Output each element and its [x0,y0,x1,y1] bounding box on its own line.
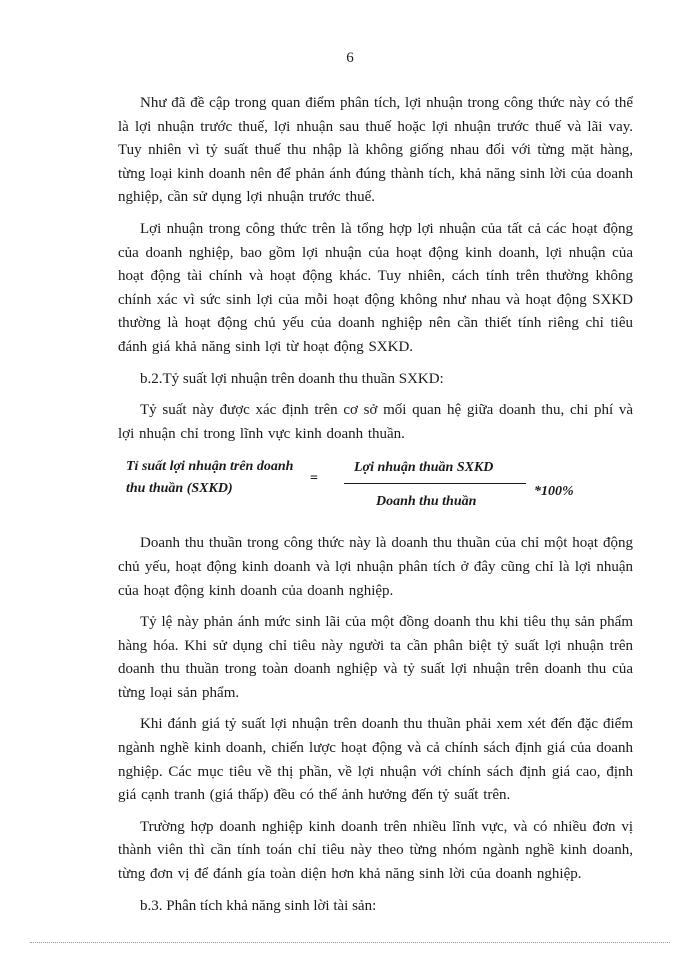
formula-numerator: Lợi nhuận thuần SXKD [354,460,494,476]
formula-fraction-bar [344,483,526,484]
paragraph-b2-intro: Tỷ suất này được xác định trên cơ sở mối quan hệ giữa doanh thu, chi phí và lợi nhuận chỉ trong lĩnh vực kinh doanh thuần. [118,402,633,442]
paragraph-ratio-meaning: Tỷ lệ này phản ánh mức sinh lãi của một đồng doanh thu khi tiêu thụ sản phẩm hàng hóa. Khi sử dụng chỉ tiêu này người ta cần phân biệt tỷ suất lợi nhuận trên doanh thu thuần trong toàn doanh nghiệp và tỷ suất lợi nhuận trên doanh thu của từng loại sản phẩm. [118,614,633,701]
paragraph-profit-scope: Lợi nhuận trong công thức trên là tổng hợp lợi nhuận của tất cả các hoạt động của doanh nghiệp, bao gồm lợi nhuận của hoạt động kinh doanh, lợi nhuận của hoạt động tài chính và hoạt động khác. Tuy nhiên, cách tính trên thường không chính xác vì sức sinh lợi của mỗi hoạt động không như nhau và hoạt động SXKD thường là hoạt động chủ yếu của doanh nghiệp nên cần thiết tính riêng chỉ tiêu đánh giá khả năng sinh lợi từ hoạt động SXKD. [118,220,633,355]
formula-denominator: Doanh thu thuần [376,494,477,510]
formula-left-line2: thu thuần (SXKD) [126,481,233,497]
paragraph-evaluation: Khi đánh giá tỷ suất lợi nhuận trên doanh thu thuần phải xem xét đến đặc điểm ngành nghề kinh doanh, chiến lược hoạt động và cả chính sách định giá của doanh nghiệp. Các mục tiêu về thị phần, về lợi nhuận với chính sách định giá cao, định giá cạnh tranh (giá thấp) đều có thể ảnh hưởng đến tỷ suất trên. [118,716,633,804]
section-heading-b3: b.3. Phân tích khả năng sinh lời tài sản: [140,897,377,914]
formula-left-term [126,456,293,500]
paragraph-multi-sector: Trường hợp doanh nghiệp kinh doanh trên nhiều lĩnh vực, và có nhiều đơn vị thành viên thì cần tính toán chỉ tiêu này theo từng nhóm ngành nghề kinh doanh, từng đơn vị để đánh gía toàn diện hơn khả năng sinh lời của doanh nghiệp. [118,818,633,883]
page-number: 6 [346,50,354,66]
paragraph-net-revenue: Doanh thu thuần trong công thức này là doanh thu thuần của chỉ một hoạt động chủ yếu, hoạt động kinh doanh và lợi nhuận phân tích ở đây cũng chỉ là lợi nhuận của hoạt động kinh doanh của doanh nghiệp. [118,535,633,599]
formula-left-line1: Tỉ suất lợi nhuận trên doanh [126,459,294,475]
section-heading-b2: b.2.Tỷ suất lợi nhuận trên doanh thu thuần SXKD: [140,370,444,387]
formula-profit-margin [118,456,633,518]
document-body [118,92,633,926]
formula-equals: = [310,471,318,487]
formula-multiplier: *100% [534,484,574,500]
footer-divider [30,942,670,943]
paragraph-profit-types: Như đã đề cập trong quan điểm phân tích, lợi nhuận trong công thức này có thể là lợi nhuận trước thuế, lợi nhuận sau thuế hoặc lợi nhuận trước thuế và lãi vay. Tuy nhiên vì tỷ suất thuế thu nhập là không giống nhau đối với từng mặt hàng, từng loại kinh doanh nên để phản ánh đúng thành tích, khả năng sinh lời của doanh nghiệp, cần sử dụng lợi nhuận trước thuế. [118,95,633,206]
